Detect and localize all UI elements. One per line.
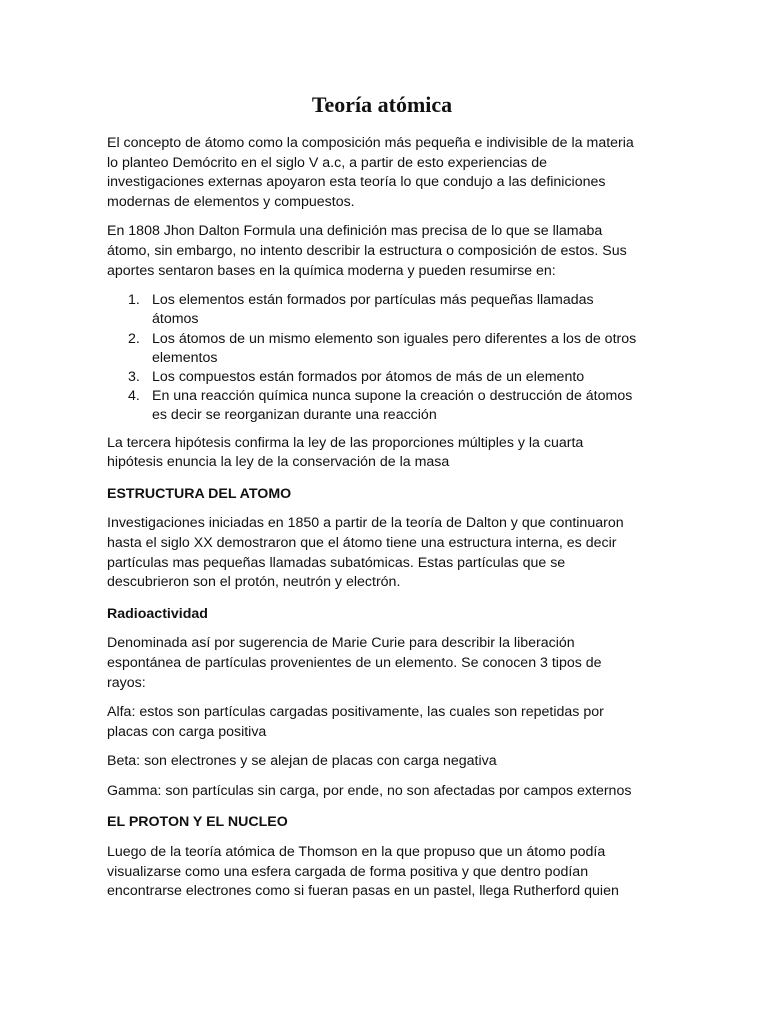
list-item: [107, 368, 637, 387]
paragraph-dalton: En 1808 Jhon Dalton Formula una definición mas precisa de lo que se llamaba átomo, sin embargo, no intento describir la estructura o composición de estos. Sus aportes sentaron bases en la química moderna y pueden resumirse en:: [107, 223, 627, 279]
paragraph-gamma: Gamma: son partículas sin carga, por ende, no son afectadas por campos externos: [107, 782, 632, 799]
document-page: [107, 90, 637, 912]
paragraph-alfa: Alfa: estos son partículas cargadas positivamente, las cuales son repetidas por placas con carga positiva: [107, 704, 604, 740]
document-title: Teoría atómica: [311, 92, 453, 117]
list-item-number: 2.: [128, 330, 140, 347]
section-heading-estructura: ESTRUCTURA DEL ATOMO: [107, 485, 292, 502]
paragraph-beta: Beta: son electrones y se alejan de placas con carga negativa: [107, 753, 497, 770]
list-item: [107, 330, 637, 368]
section-heading-proton: EL PROTON Y EL NUCLEO: [107, 814, 288, 831]
list-item: [107, 291, 637, 329]
list-item-text: Los elementos están formados por partículas más pequeñas llamadas átomos: [152, 292, 594, 328]
list-item-number: 3.: [128, 368, 140, 385]
list-item-text: Los átomos de un mismo elemento son iguales pero diferentes a los de otros elementos: [152, 330, 637, 366]
list-item-text: Los compuestos están formados por átomos de más de un elemento: [152, 368, 585, 385]
paragraph-proton: Luego de la teoría atómica de Thomson en la que propuso que un átomo podía visualizarse como una esfera cargada de forma positiva y que dentro podían encontrarse electrones como si fueran pasas en un pastel, llega Rutherford quien: [107, 844, 619, 900]
paragraph-intro: El concepto de átomo como la composición más pequeña e indivisible de la materia lo planteo Demócrito en el siglo V a.c, a partir de esto experiencias de investigaciones externas apoyaron esta teoría lo que condujo a las definiciones modernas de elementos y compuestos.: [107, 135, 634, 210]
list-item: [107, 387, 637, 425]
paragraph-estructura: Investigaciones iniciadas en 1850 a partir de la teoría de Dalton y que continuaron hasta el siglo XX demostraron que el átomo tiene una estructura interna, es decir partículas mas pequeñas llamadas subatómicas. Estas partículas que se descubrieron son el protón, neutrón y electrón.: [107, 515, 624, 591]
list-item-text: En una reacción química nunca supone la creación o destrucción de átomos es decir se reorganizan durante una reacción: [152, 388, 633, 424]
list-item-number: 4.: [128, 388, 140, 405]
dalton-postulates-list: [107, 291, 637, 425]
list-item-number: 1.: [128, 292, 140, 309]
paragraph-hypotheses: La tercera hipótesis confirma la ley de las proporciones múltiples y la cuarta hipótesis enuncia la ley de la conservación de la masa: [107, 434, 584, 471]
section-heading-radioactividad: Radioactividad: [107, 605, 208, 622]
paragraph-radioactividad: Denominada así por sugerencia de Marie Curie para describir la liberación espontánea de partículas provenientes de un elemento. Se conocen 3 tipos de rayos:: [107, 635, 602, 691]
